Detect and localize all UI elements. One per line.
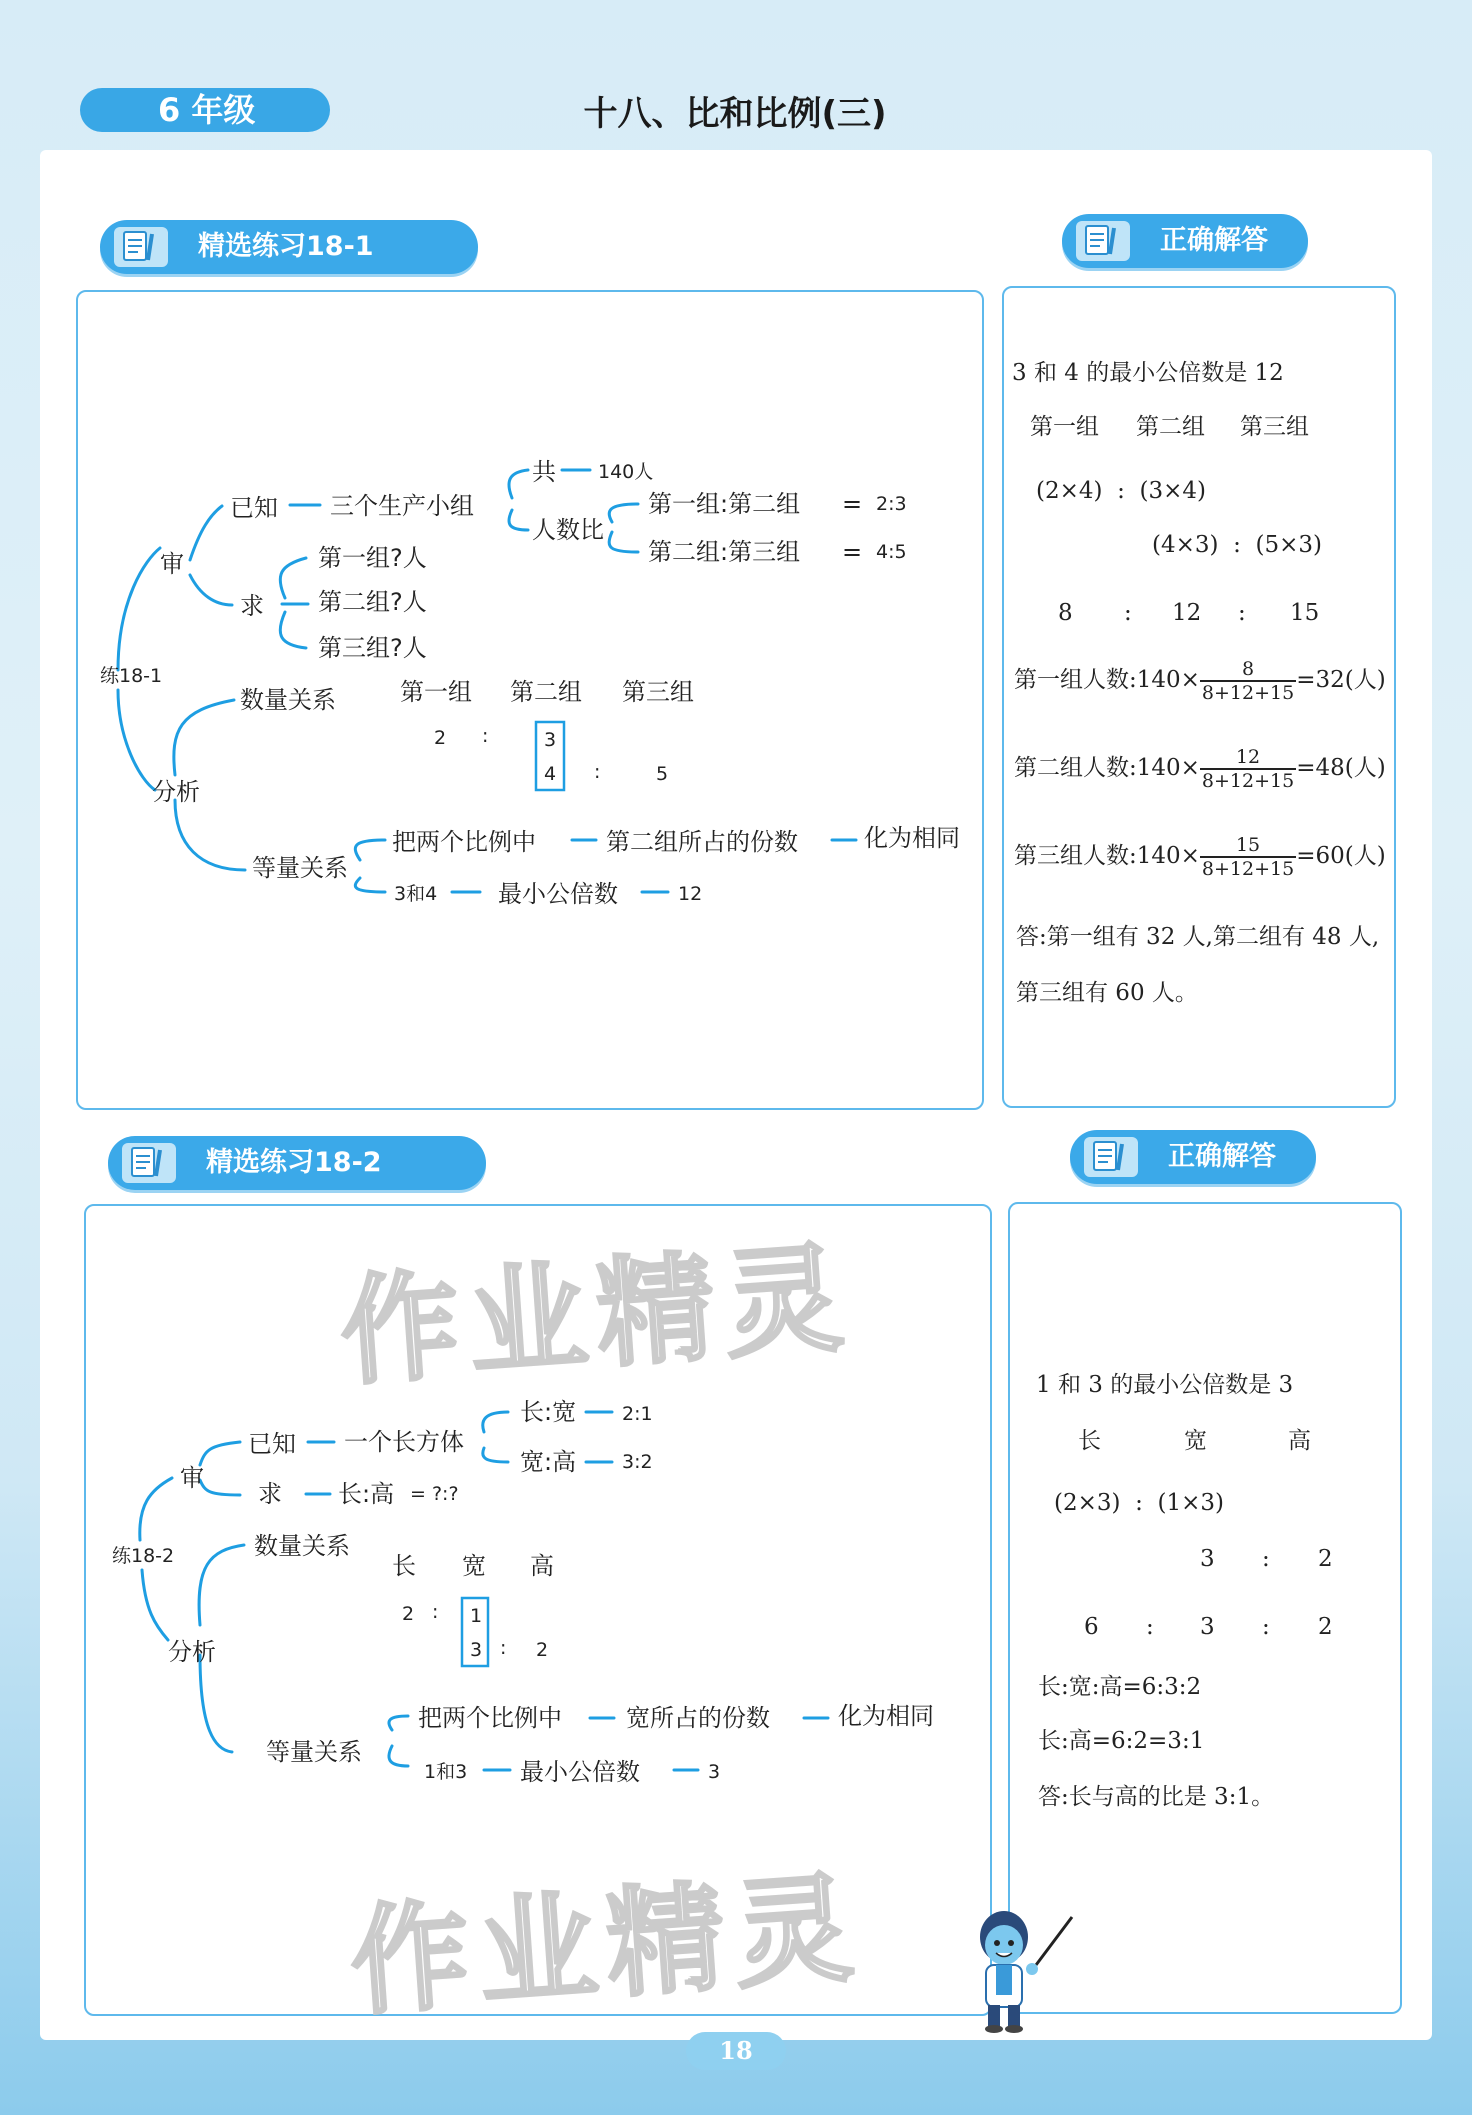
val-colon: : <box>594 761 601 783</box>
node-lcm-label: 最小公倍数 <box>520 1758 640 1786</box>
node-ratio1-label: 第一组:第二组 <box>648 490 801 518</box>
col-height: 高 <box>530 1552 554 1580</box>
node-ask2: 第二组?人 <box>318 588 427 616</box>
val-colon: : <box>500 1637 507 1659</box>
node-ratio1-eq: = <box>842 490 863 518</box>
grade-label: 6 年级 <box>80 88 330 132</box>
node-lw: 长:宽 <box>520 1398 577 1426</box>
answer-value: 8 <box>1058 600 1073 626</box>
practice-label: 精选练习18-1 <box>198 231 374 262</box>
answer-col-head: 长 <box>1078 1428 1101 1454</box>
answer-value: 12 <box>1172 600 1202 626</box>
answer-line: 3 和 4 的最小公倍数是 12 <box>1012 360 1284 386</box>
answer-col-head: 第二组 <box>1136 414 1205 440</box>
answer-label: 正确解答 <box>1168 1141 1276 1172</box>
val-2b: 2 <box>536 1639 549 1661</box>
node-yizhi: 已知 <box>230 494 278 522</box>
node-shen: 审 <box>160 550 184 578</box>
answer-value: 15 <box>1290 600 1320 626</box>
answer-final: 答:第一组有 32 人,第二组有 48 人, <box>1016 924 1380 950</box>
val-colon: : <box>482 725 489 747</box>
node-qiu: 求 <box>240 592 264 620</box>
answer-final: 第三组有 60 人。 <box>1016 980 1198 1006</box>
node-ask3: 第三组?人 <box>318 634 427 662</box>
val-colon: : <box>432 1601 439 1623</box>
answer-ratio-line: (4×3) : (5×3) <box>1152 532 1322 558</box>
node-step2: 宽所占的份数 <box>626 1704 770 1732</box>
answer-value: 6 <box>1084 1614 1099 1640</box>
watermark: 作业精灵 <box>346 1858 867 2032</box>
node-fenxi: 分析 <box>152 778 200 806</box>
node-renshubi: 人数比 <box>532 516 604 544</box>
answer-calc-3: 第三组人数:140× $\frac{15}{8+12+15}$ =60(人) <box>1014 834 1386 880</box>
root-node: 练18-2 <box>112 1545 175 1567</box>
answer-label: 正确解答 <box>1160 225 1268 256</box>
answer-value: : <box>1262 1614 1270 1640</box>
val-1: 1 <box>470 1605 483 1627</box>
col-length: 长 <box>392 1552 416 1580</box>
answer-value: 2 <box>1318 1614 1333 1640</box>
watermark: 作业精灵 <box>336 1228 857 1402</box>
node-shen: 审 <box>180 1464 204 1492</box>
node-lh: 长:高 <box>338 1480 395 1508</box>
node-gong: 共 <box>532 458 556 486</box>
val-2: 2 <box>402 1603 415 1625</box>
node-fenxi: 分析 <box>168 1638 216 1666</box>
val-3: 3 <box>470 1639 483 1661</box>
answer-value: : <box>1124 600 1132 626</box>
node-ratio2: 4:5 <box>876 541 907 563</box>
node-step1: 把两个比例中 <box>392 828 536 856</box>
answer-ratio-line: (2×3) : (1×3) <box>1054 1490 1224 1516</box>
node-ratio2-label: 第二组:第三组 <box>648 538 801 566</box>
node-lw-ratio: 2:1 <box>622 1403 653 1425</box>
teacher-mascot-icon <box>966 1905 1076 2035</box>
col-g2: 第二组 <box>510 678 582 706</box>
node-ratio1: 2:3 <box>876 493 907 515</box>
node-ask1: 第一组?人 <box>318 544 427 572</box>
answer-line: 长:宽:高=6:3:2 <box>1038 1674 1202 1700</box>
answer-value: : <box>1262 1546 1270 1572</box>
node-step2: 第二组所占的份数 <box>606 828 798 856</box>
answer-line: 长:高=6:2=3:1 <box>1038 1728 1205 1754</box>
answer-col-head: 宽 <box>1184 1428 1207 1454</box>
answer-value: : <box>1238 600 1246 626</box>
practice-label: 精选练习18-2 <box>206 1147 382 1178</box>
answer-col-head: 高 <box>1288 1428 1311 1454</box>
answer-value: 2 <box>1318 1546 1333 1572</box>
answer-line: 1 和 3 的最小公倍数是 3 <box>1036 1372 1294 1398</box>
answer-value: 3 <box>1200 1546 1215 1572</box>
answer-ratio-line: (2×4) : (3×4) <box>1036 478 1206 504</box>
node-ratio2-eq: = <box>842 538 863 566</box>
node-lcm-pair: 3和4 <box>394 883 438 905</box>
answer-value: : <box>1146 1614 1154 1640</box>
answer-col-head: 第一组 <box>1030 414 1099 440</box>
page-number: 18 <box>686 2032 786 2070</box>
node-shuliang: 数量关系 <box>254 1532 350 1560</box>
node-lcm-value: 12 <box>678 883 703 905</box>
node-wh: 宽:高 <box>520 1448 577 1476</box>
node-lcm-label: 最小公倍数 <box>498 880 618 908</box>
answer-col-head: 第三组 <box>1240 414 1309 440</box>
col-width: 宽 <box>462 1552 486 1580</box>
node-dengliang: 等量关系 <box>252 854 348 882</box>
node-lh-q: = ?:? <box>410 1483 459 1505</box>
node-total: 140人 <box>598 461 654 483</box>
answer-value: 3 <box>1200 1614 1215 1640</box>
answer-calc-2: 第二组人数:140× $\frac{12}{8+12+15}$ =48(人) <box>1014 746 1386 792</box>
col-g1: 第一组 <box>400 678 472 706</box>
node-dengliang: 等量关系 <box>266 1738 362 1766</box>
node-step1: 把两个比例中 <box>418 1704 562 1732</box>
node-yizhi: 已知 <box>248 1430 296 1458</box>
node-wh-ratio: 3:2 <box>622 1451 653 1473</box>
node-lcm-pair: 1和3 <box>424 1761 468 1783</box>
val-2: 2 <box>434 727 447 749</box>
node-shuliang: 数量关系 <box>240 686 336 714</box>
answer-final: 答:长与高的比是 3:1。 <box>1038 1784 1275 1810</box>
node-cuboid: 一个长方体 <box>344 1428 464 1456</box>
node-step3: 化为相同 <box>864 824 960 852</box>
node-three-groups: 三个生产小组 <box>330 492 474 520</box>
val-4: 4 <box>544 763 557 785</box>
root-node: 练18-1 <box>100 665 163 687</box>
node-step3: 化为相同 <box>838 1702 934 1730</box>
answer-calc-1: 第一组人数:140× $\frac{8}{8+12+15}$ =32(人) <box>1014 658 1386 704</box>
unit-title: 十八、比和比例(三) <box>583 94 887 134</box>
col-g3: 第三组 <box>622 678 694 706</box>
node-qiu: 求 <box>258 1480 282 1508</box>
val-5: 5 <box>656 763 669 785</box>
val-3: 3 <box>544 729 557 751</box>
node-lcm-value: 3 <box>708 1761 721 1783</box>
